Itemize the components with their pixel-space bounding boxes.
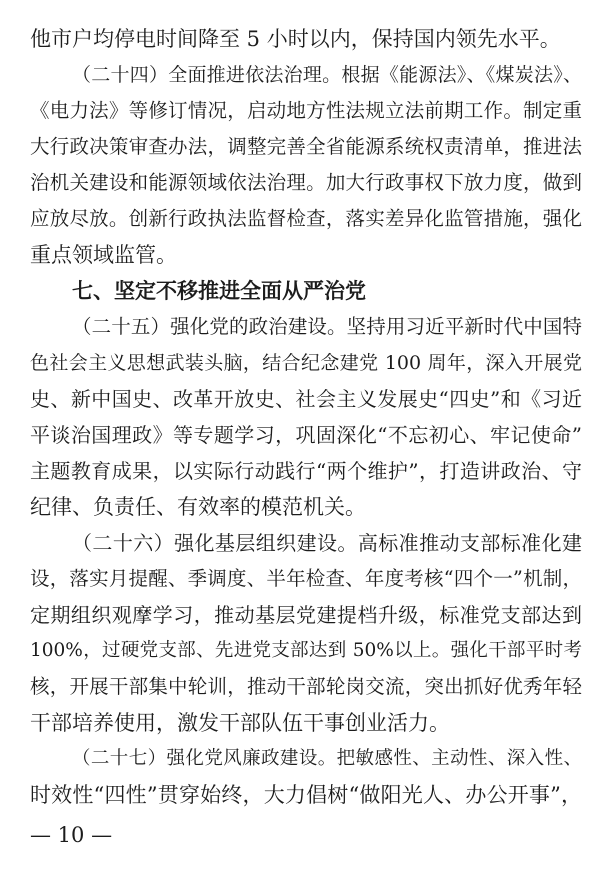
text-line: 时效性“四性”贯穿始终，大力倡树“做阳光人、办公开事”， — [30, 783, 582, 807]
text-line: 应放尽放。创新行政执法监督检查，落实差异化监管措施，强化 — [30, 207, 582, 230]
text-line: （二十七）强化党风廉政建设。把敏感性、主动性、深入性、 — [72, 748, 582, 769]
text-line: 设，落实月提醒、季调度、半年检查、年度考核“四个一”机制， — [30, 567, 582, 590]
section-heading: 七、坚定不移推进全面从严治党 — [72, 279, 366, 303]
text-line: 重点领域监管。 — [30, 243, 177, 267]
text-line: （二十六）强化基层组织建设。高标准推动支部标准化建 — [72, 531, 582, 555]
text-line: 纪律、负责任、有效率的模范机关。 — [30, 495, 366, 519]
page-number: — 10 — — [30, 823, 113, 847]
text-line: 100%，过硬党支部、先进党支部达到 50%以上。强化干部平时考 — [30, 640, 582, 661]
text-line: 他市户均停电时间降至 5 小时以内，保持国内领先水平。 — [30, 27, 561, 51]
text-line: 定期组织观摩学习，推动基层党建提档升级，标准党支部达到 — [30, 603, 582, 627]
text-line: 治机关建设和能源领域依法治理。加大行政事权下放力度，做到 — [30, 171, 582, 194]
text-line: （二十五）强化党的政治建设。坚持用习近平新时代中国特 — [72, 315, 582, 338]
text-line: 色社会主义思想武装头脑，结合纪念建党 100 周年，深入开展党 — [30, 352, 582, 374]
text-line: 史、新中国史、改革开放史、社会主义发展史“四史”和《习近 — [30, 387, 582, 411]
text-line: 主题教育成果，以实际行动践行“两个维护”，打造讲政治、守 — [30, 459, 582, 483]
text-line: （二十四）全面推进依法治理。根据《能源法》、《煤炭法》、 — [72, 64, 582, 86]
document-body — [30, 21, 582, 813]
text-line: 大行政决策审查办法，调整完善全省能源系统权责清单，推进法 — [30, 135, 582, 158]
text-line: 平谈治国理政》等专题学习，巩固深化“不忘初心、牢记使命” — [30, 423, 582, 447]
text-line: 《电力法》等修订情况，启动地方性法规立法前期工作。制定重 — [30, 99, 582, 122]
text-line: 干部培养使用，激发干部队伍干事创业活力。 — [30, 711, 450, 735]
text-line: 核，开展干部集中轮训，推动干部轮岗交流，突出抓好优秀年轻 — [30, 675, 582, 698]
